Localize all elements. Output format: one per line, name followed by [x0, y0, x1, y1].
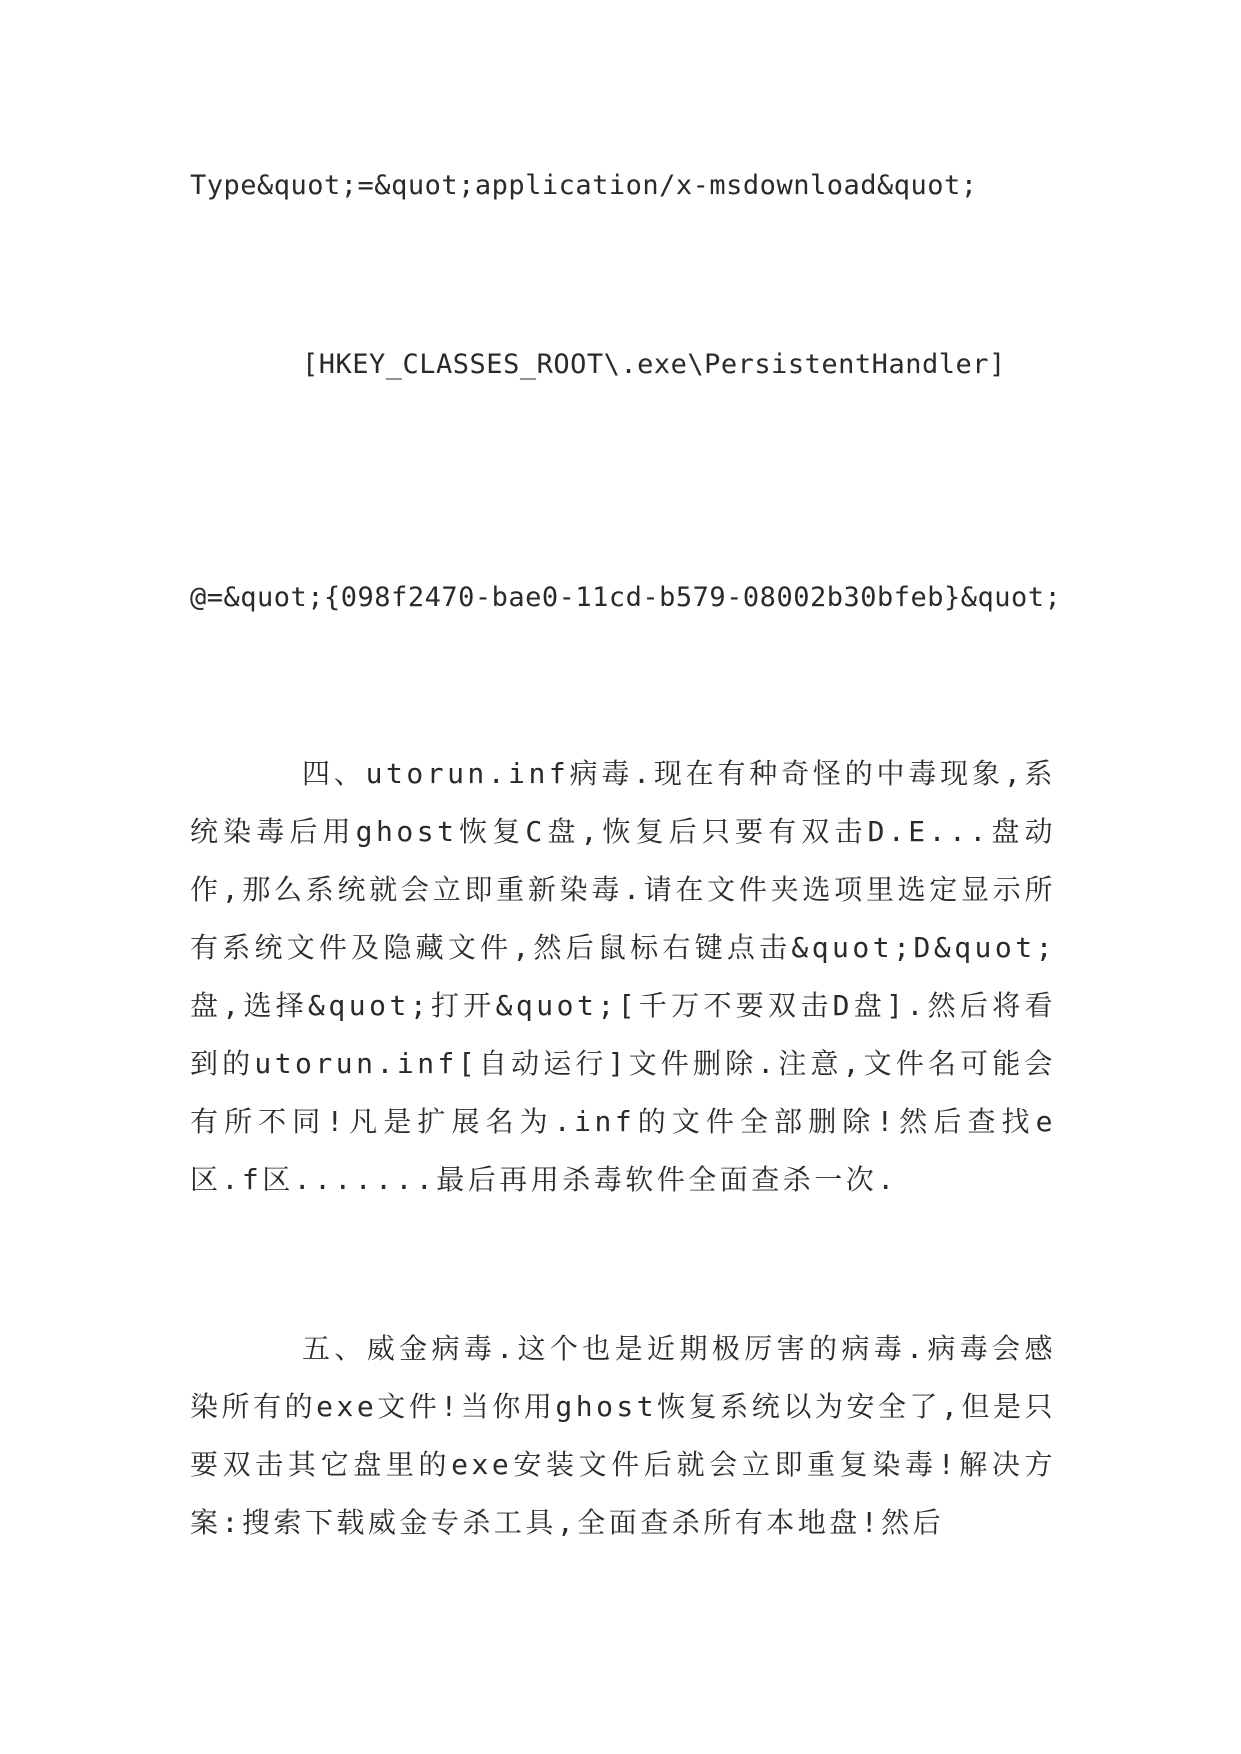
registry-value-line: @=&quot;{098f2470-bae0-11cd-b579-08002b30bfeb}&quot;	[190, 582, 1062, 613]
paragraph-weijin-virus: 五、威金病毒.这个也是近期极厉害的病毒.病毒会感染所有的exe文件!当你用ghost恢复系统以为安全了,但是只要双击其它盘里的exe安装文件后就会立即重复染毒!解决方案:搜索下载威金专杀工具,全面查杀所有本地盘!然后	[190, 1332, 1056, 1539]
registry-line-type: Type&quot;=&quot;application/x-msdownload&quot;	[190, 170, 978, 201]
registry-key-line: [HKEY_CLASSES_ROOT\.exe\PersistentHandler]	[302, 349, 1006, 380]
paragraph-autorun-virus: 四、utorun.inf病毒.现在有种奇怪的中毒现象,系统染毒后用ghost恢复C盘,恢复后只要有双击D.E...盘动作,那么系统就会立即重新染毒.请在文件夹选项里选定显示所有系统文件及隐藏文件,然后鼠标右键点击&quot;D&quot;盘,选择&quot;打开&quot;[千万不要双击D盘].然后将看到的utorun.inf[自动运行]文件删除.注意,文件名可能会有所不同!凡是扩展名为.inf的文件全部删除!然后查找e区.f区.......最后再用杀毒软件全面查杀一次.	[190, 757, 1056, 1196]
